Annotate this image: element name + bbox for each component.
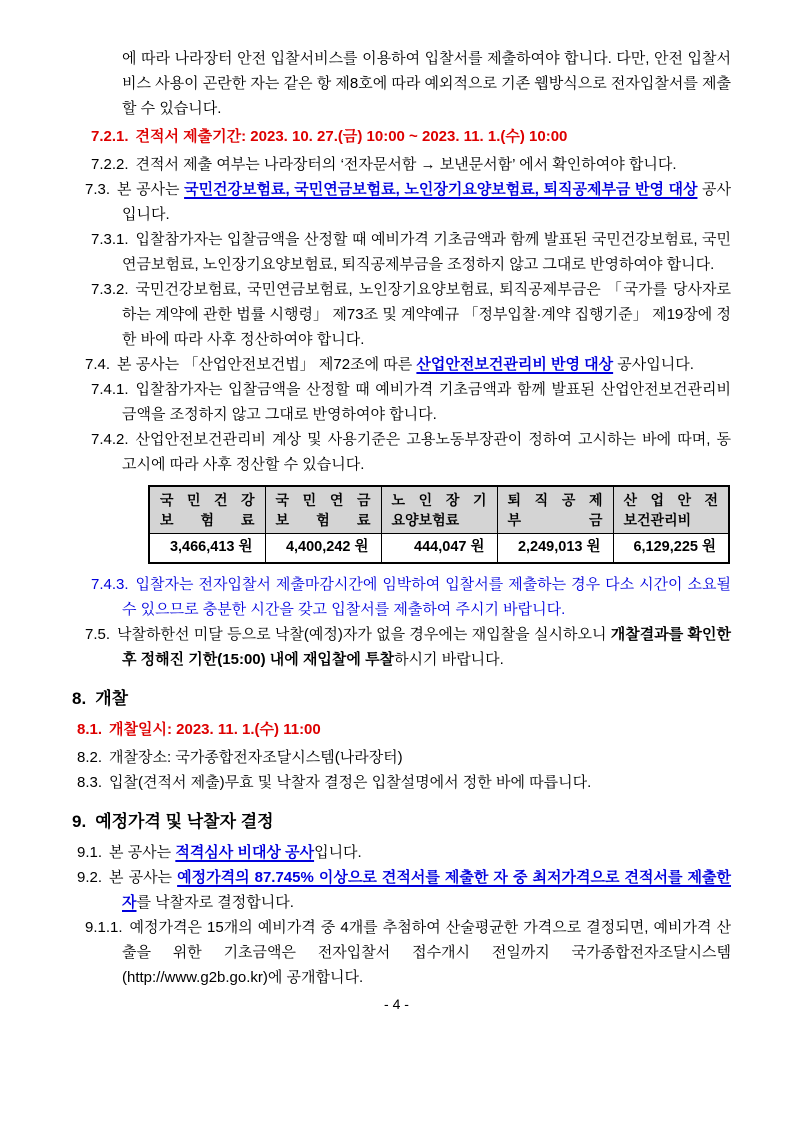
item-number: 7.5. [85,626,111,643]
header-retirement-deduction [497,486,613,534]
header-line: 국 민 건 강 [160,492,255,508]
value-pension-insurance: 4,400,242 원 [265,534,381,564]
emphasis-no-qualification-review: 적격심사 비대상 공사 [175,844,315,861]
item-text: 견적서 제출 여부는 나라장터의 ‘전자문서함 → 보낸문서함’ 에서 확인하여야 합니다. [135,156,677,173]
insurance-amount-table [148,485,730,564]
section-title: 예정가격 및 낙찰자 결정 [95,812,274,831]
item-text: 입찰참가자는 입찰금액을 산정할 때 예비가격 기초금액과 함께 발표된 국민건강보험료, 국민연금보험료, 노인장기요양보험료, 퇴직공제부금을 조정하지 않고 그대로 반영하여야 합니다. [122,231,731,273]
emphasis-safety-cost-subject: 산업안전보건관리비 반영 대상 [416,356,614,373]
header-line: 보 험 료 [275,512,371,528]
item-text: 공사입니다. [613,356,694,373]
header-line: 요양보험료 [391,512,460,528]
item-9-2 [0,865,731,915]
item-7-3-2 [0,277,731,352]
item-number: 8.3. [77,774,103,791]
value-health-insurance: 3,466,413 원 [149,534,265,564]
item-number: 8.1. [77,721,103,738]
item-number: 7.4.3. [91,576,129,593]
header-line: 노 인 장 기 [391,492,487,508]
table-value-row [149,534,729,564]
item-7-2-2 [0,152,731,177]
value-retirement-deduction: 2,249,013 원 [497,534,613,564]
value-longterm-care-insurance: 444,047 원 [381,534,497,564]
item-7-4-1 [0,377,731,427]
item-number: 7.2.1. [91,128,129,145]
item-8-2 [0,745,731,770]
item-text: 입찰자는 전자입찰서 제출마감시간에 임박하여 입찰서를 제출하는 경우 다소 시간이 소요될 수 있으므로 충분한 시간을 갖고 입찰서를 제출하여 주시기 바랍니다. [122,576,731,618]
item-text: 본 공사는 「산업안전보건법」 제72조에 따른 [117,356,417,373]
value-industrial-safety-cost: 6,129,225 원 [613,534,729,564]
header-line: 퇴 직 공 제 [507,492,603,508]
item-7-4-2 [0,427,731,477]
paragraph-text: 에 따라 나라장터 안전 입찰서비스를 이용하여 입찰서를 제출하여야 합니다. 다만, 안전 입찰서비스 사용이 곤란한 자는 같은 항 제8호에 따라 예외적으로 기존 웹방식으로 전자입찰서를 제출할 수 있습니다. [122,50,731,117]
emphasis-rebid-deadline: 개찰결과를 확인한 후 정해진 기한(15:00) 내에 재입찰에 투찰 [122,626,731,668]
item-number: 7.3.1. [91,231,129,248]
emphasis-insurance-subject: 국민건강보험료, 국민연금보험료, 노인장기요양보험료, 퇴직공제부금 반영 대상 [184,181,698,198]
item-7-4 [0,352,731,377]
page-number: - 4 - [384,996,409,1012]
item-text: 하시기 바랍니다. [394,651,504,668]
item-number: 7.4.2. [91,431,129,448]
item-7-4-3 [0,572,731,622]
section-number: 8. [72,689,87,708]
quotation-period-text: 견적서 제출기간: 2023. 10. 27.(금) 10:00 ~ 2023. 11. 1.(수) 10:00 [135,128,568,145]
header-line: 보 험 료 [160,512,255,528]
item-text: 본 공사는 [109,844,176,861]
header-line: 부 금 [507,512,603,528]
item-text: 낙찰하한선 미달 등으로 낙찰(예정)자가 없을 경우에는 재입찰을 실시하오니 [117,626,611,643]
header-longterm-care-insurance [381,486,497,534]
item-number: 7.3.2. [91,281,129,298]
item-7-3-1 [0,227,731,277]
item-number: 7.3. [85,181,111,198]
item-number: 9.2. [77,869,103,886]
item-7-5 [0,622,731,672]
item-number: 9.1. [77,844,103,861]
header-pension-insurance [265,486,381,534]
item-number: 8.2. [77,749,103,766]
item-number: 9.1.1. [85,919,123,936]
header-health-insurance [149,486,265,534]
item-text: 를 낙찰자로 결정합니다. [136,894,294,911]
section-number: 9. [72,812,87,831]
item-text: 예정가격은 15개의 예비가격 중 4개를 추첨하여 산술평균한 가격으로 결정되면, 예비가격 산출을 위한 기초금액은 전자입찰서 접수개시 전일까지 국가종합전자조달시스템(http://www.g2b.go.kr)에 공개합니다. [122,919,731,986]
item-text: 입찰(견적서 제출)무효 및 낙찰자 결정은 입찰설명에서 정한 바에 따릅니다. [109,774,592,791]
item-text: 입찰참가자는 입찰금액을 산정할 때 예비가격 기초금액과 함께 발표된 산업안전보건관리비 금액을 조정하지 않고 그대로 반영하여야 합니다. [122,381,731,423]
item-7-2-1 [0,124,731,149]
item-text: 산업안전보건관리비 계상 및 사용기준은 고용노동부장관이 정하여 고시하는 바에 따며, 동 고시에 따라 사후 정산할 수 있습니다. [122,431,731,473]
item-text: 본 공사는 [109,869,178,886]
header-line: 국 민 연 금 [275,492,371,508]
section-heading-9 [72,809,731,834]
item-text: 개찰장소: 국가종합전자조달시스템(나라장터) [109,749,403,766]
item-text: 입니다. [314,844,362,861]
item-text: 본 공사는 [117,181,185,198]
item-7-3 [0,177,731,227]
section-title: 개찰 [95,689,129,708]
table-header-row [149,486,729,534]
header-line: 보건관리비 [623,512,692,528]
item-text: 국민건강보험료, 국민연금보험료, 노인장기요양보험료, 퇴직공제부금은 「국가를 당사자로 하는 계약에 관한 법률 시행령」 제73조 및 계약예규 「정부입찰·계약 집행기준」 제19장에 정한 바에 따라 사후 정산하여야 합니다. [122,281,731,348]
emphasis-award-criteria: 예정가격의 87.745% 이상으로 견적서를 제출한 자 중 최저가격으로 견적서를 제출한 자 [122,869,732,911]
header-line: 산 업 안 전 [623,492,718,508]
paragraph-7-2-continuation [0,46,731,121]
item-number: 7.4. [85,356,111,373]
item-8-1 [0,717,731,742]
opening-datetime-text: 개찰일시: 2023. 11. 1.(수) 11:00 [109,721,321,738]
item-text: 공사입니다. [122,181,731,223]
item-number: 7.2.2. [91,156,129,173]
item-9-1 [0,840,731,865]
item-number: 7.4.1. [91,381,129,398]
item-9-1-1 [0,915,731,990]
section-heading-8 [72,686,731,711]
item-8-3 [0,770,731,795]
header-industrial-safety-cost [613,486,729,534]
